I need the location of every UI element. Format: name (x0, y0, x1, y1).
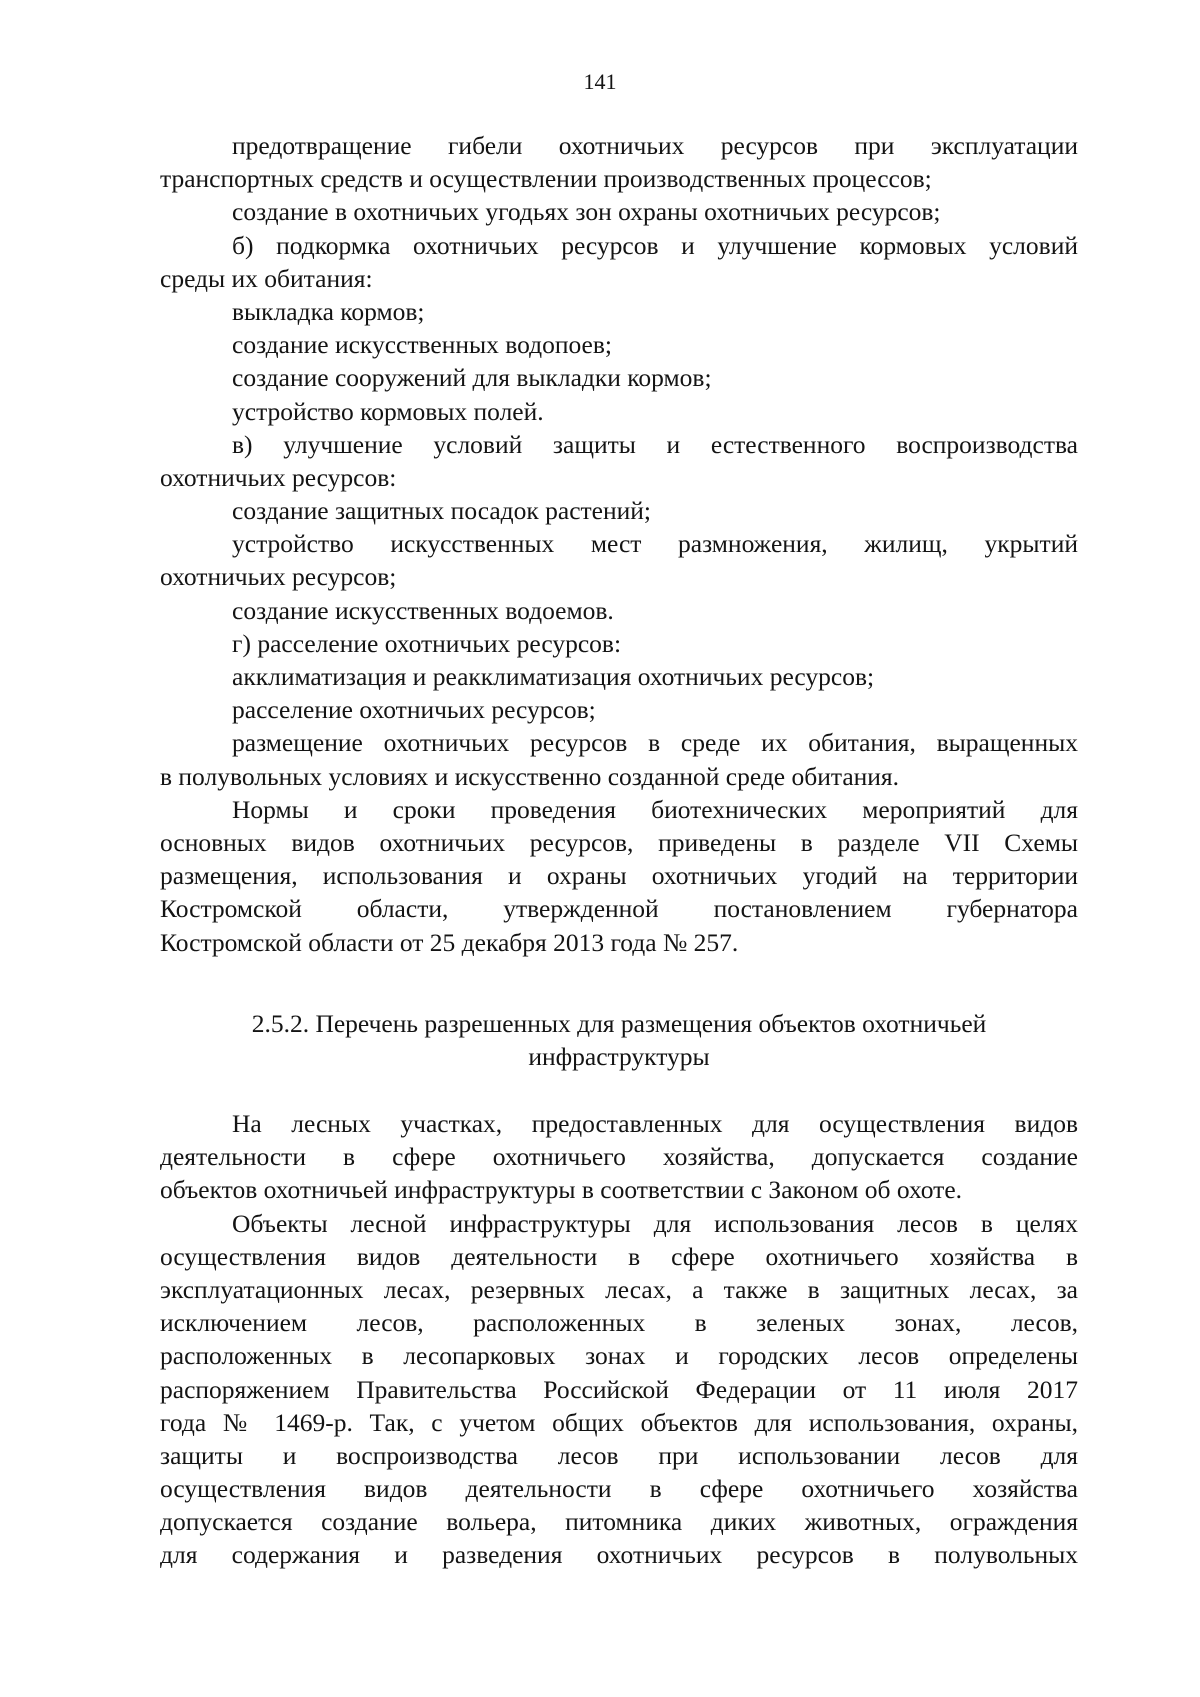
page-number: 141 (583, 69, 617, 94)
text-line: расселение охотничьих ресурсов; (232, 695, 596, 725)
text-line: г) расселение охотничьих ресурсов: (232, 628, 622, 658)
text-line: основных видов охотничьих ресурсов, приведены в разделе VII Схемы (160, 827, 1078, 857)
text-line: б) подкормка охотничьих ресурсов и улучшение кормовых условий (232, 230, 1078, 260)
text-line: года № 1469-р. Так, с учетом общих объектов для использования, охраны, (160, 1407, 1078, 1437)
text-line: устройство кормовых полей. (232, 396, 544, 426)
section-heading (160, 1007, 1078, 1073)
text-line: акклиматизация и реакклиматизация охотничьих ресурсов; (232, 662, 875, 691)
text-line: деятельности в сфере охотничьего хозяйства, допускается создание (160, 1142, 1078, 1172)
text-line: объектов охотничьей инфраструктуры в соответствии с Законом об охоте. (160, 1175, 963, 1205)
heading-line: инфраструктуры (528, 1042, 710, 1071)
text-line: Костромской области, утвержденной постановлением губернатора (160, 894, 1078, 924)
text-line: выкладка кормов; (232, 296, 425, 326)
text-line: расположенных в лесопарковых зонах и городских лесов определены (160, 1341, 1078, 1371)
text-line: предотвращение гибели охотничьих ресурсов при эксплуатации (232, 131, 1078, 160)
text-line: устройство искусственных мест размножения, жилищ, укрытий (232, 529, 1078, 559)
text-line: создание сооружений для выкладки кормов; (232, 363, 712, 393)
text-line: создание защитных посадок растений; (232, 496, 652, 526)
text-line: эксплуатационных лесах, резервных лесах, а также в защитных лесах, за (160, 1274, 1078, 1304)
text-line: транспортных средств и осуществлении производственных процессов; (160, 164, 932, 194)
text-line: Костромской области от 25 декабря 2013 года № 257. (160, 927, 739, 957)
heading-line: 2.5.2. Перечень разрешенных для размещения объектов охотничьей (251, 1009, 987, 1038)
text-line: создание искусственных водопоев; (232, 330, 612, 360)
text-line: среды их обитания: (160, 263, 373, 293)
text-line: создание в охотничьих угодьях зон охраны охотничьих ресурсов; (232, 197, 941, 227)
text-line: создание искусственных водоемов. (232, 595, 614, 625)
text-line: размещения, использования и охраны охотничьих угодий на территории (160, 861, 1078, 891)
biotechnical-measures-text (160, 129, 1078, 959)
text-line: защиты и воспроизводства лесов при использовании лесов для (160, 1440, 1078, 1470)
text-line: Нормы и сроки проведения биотехнических мероприятий для (232, 794, 1078, 824)
text-line: в) улучшение условий защиты и естественного воспроизводства (232, 429, 1078, 459)
text-line: охотничьих ресурсов; (160, 562, 397, 592)
text-line: распоряжением Правительства Российской Федерации от 11 июля 2017 (160, 1374, 1078, 1404)
text-line: исключением лесов, расположенных в зеленых зонах, лесов, (160, 1308, 1078, 1338)
text-line: для содержания и разведения охотничьих ресурсов в полувольных (160, 1540, 1078, 1570)
text-line: Объекты лесной инфраструктуры для использования лесов в целях (232, 1208, 1078, 1238)
text-line: в полувольных условиях и искусственно созданной среде обитания. (160, 761, 900, 791)
text-line: допускается создание вольера, питомника диких животных, ограждения (160, 1507, 1078, 1537)
text-line: охотничьих ресурсов: (160, 462, 397, 492)
text-line: осуществления видов деятельности в сфере охотничьего хозяйства (160, 1474, 1078, 1504)
text-line: размещение охотничьих ресурсов в среде их обитания, выращенных (232, 728, 1078, 758)
text-line: На лесных участках, предоставленных для осуществления видов (232, 1109, 1078, 1138)
text-line: осуществления видов деятельности в сфере охотничьего хозяйства в (160, 1241, 1078, 1271)
infrastructure-text (160, 1107, 1078, 1572)
